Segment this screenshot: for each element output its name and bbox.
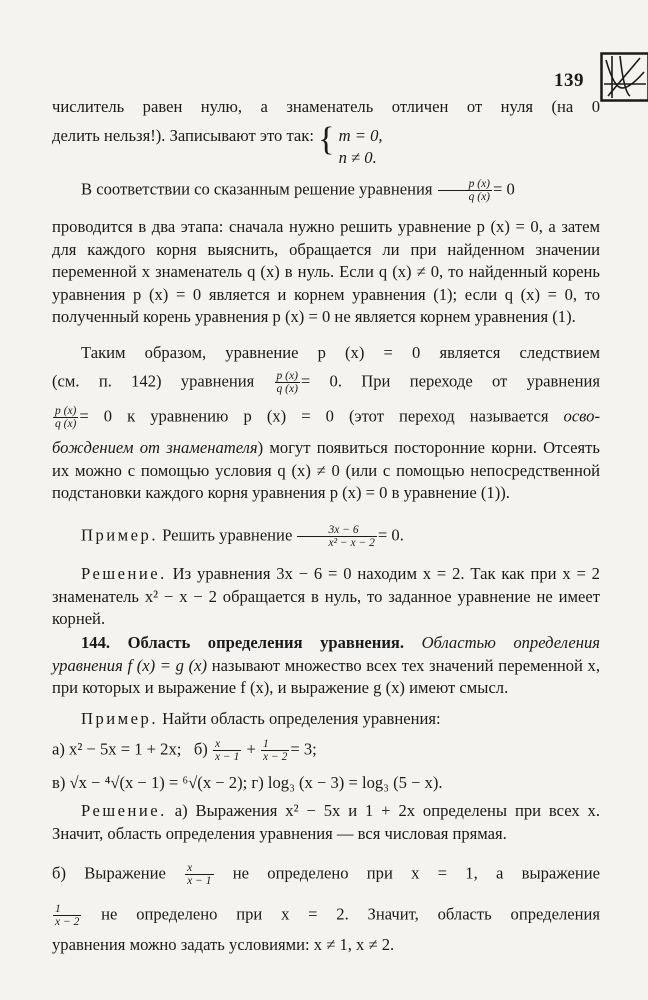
fraction: $\frac{x}{x - 1}$ [214, 738, 240, 763]
text-line: (см. п. 142) уравнения $\frac{p (x)}{q (x)}$ = 0. При переходе от уравнения [52, 370, 600, 395]
fraction: $\frac{p (x)}{q (x)}$ [276, 370, 298, 395]
paragraph: бождением от знаменателя) могут появиться посторонние корни. Отсеять их можно с помощью условия q (x) ≠ 0 (или с помощью непосредственной подстановки каждого корня уравнения p (x) = 0 в уравнение (1)). [52, 438, 600, 503]
text-line: В соответствии со сказанным решение уравнения $\frac{p (x)}{q (x)}$ = 0 [81, 178, 515, 203]
text-line: числитель равен нулю, а знаменатель отличен от нуля (на 0 [52, 97, 600, 116]
text-line: $\frac{p (x)}{q (x)}$ = 0 к уравнению p (x) = 0 (этот переход называется осво- [55, 405, 600, 430]
solution: Решение. Из уравнения 3x − 6 = 0 находим x = 2. Так как при x = 2 знаменатель x² − x − 2 обращается в нуль, то заданное уравнение не имеет корней. [52, 564, 600, 629]
fraction: $\frac{p (x)}{q (x)}$ [438, 178, 492, 203]
solution: Решение. а) Выражения x² − 5x и 1 + 2x определены при всех x. Значит, область определения уравнения — вся числовая прямая. [52, 801, 600, 843]
section-144: 144. Область определения уравнения. Областью определения уравнения f (x) = g (x) называют множество всех тех значений переменной x, при которых и выражение f (x), и выражение g (x) имеют смысл. [52, 633, 601, 698]
fraction: $\frac{1}{x - 2}$ [55, 903, 80, 928]
example: Пример. Найти область определения уравнения: [81, 709, 441, 728]
graph-icon [600, 52, 648, 102]
equation-system: { m = 0, n ≠ 0. [318, 121, 383, 167]
text-line: делить нельзя!). Записывают это так: { m = 0, n ≠ 0. [52, 121, 383, 167]
example: Пример. Решить уравнение $\frac{3x - 6}{\text{x² − x − 2}}$ = 0. [81, 524, 404, 549]
fraction: $\frac{3x - 6}{\text{x² − x − 2}}$ [297, 524, 376, 549]
equation-line: а) x² − 5x = 1 + 2x; б) $\frac{x}{x - 1}$ + $\frac{1}{x - 2}$ = 3; [52, 738, 317, 763]
page-number: 139 [554, 70, 584, 91]
text-line: $\frac{1}{x - 2}$ не определено при x = 2. Значит, область определения [55, 903, 600, 928]
fraction: $\frac{1}{x - 2}$ [262, 738, 288, 763]
fraction: $\frac{p (x)}{q (x)}$ [55, 405, 77, 430]
equation-line: в) √x − ⁴√(x − 1) = ⁶√(x − 2); г) log₃ (x − 3) = log₃ (5 − x). [52, 773, 443, 792]
text-line: б) Выражение $\frac{x}{x - 1}$ не определено при x = 1, а выражение [52, 862, 600, 887]
fraction: $\frac{x}{x - 1}$ [187, 862, 212, 887]
text-line: уравнения можно задать условиями: x ≠ 1, x ≠ 2. [52, 935, 395, 954]
section-heading: 144. Область определения уравнения. [81, 633, 405, 652]
text-line: Таким образом, уравнение p (x) = 0 является следствием [81, 343, 600, 362]
paragraph: проводится в два этапа: сначала нужно решить уравнение p (x) = 0, а затем для каждого корня выяснить, обращается ли при найденном значении переменной x знаменатель q (x) в нуль. Если q (x) ≠ 0, то найденный корень уравнения p (x) = 0 является и корнем уравнения (1); если q (x) = 0, то полученный корень уравнения p (x) = 0 не является корнем уравнения (1). [52, 217, 600, 327]
